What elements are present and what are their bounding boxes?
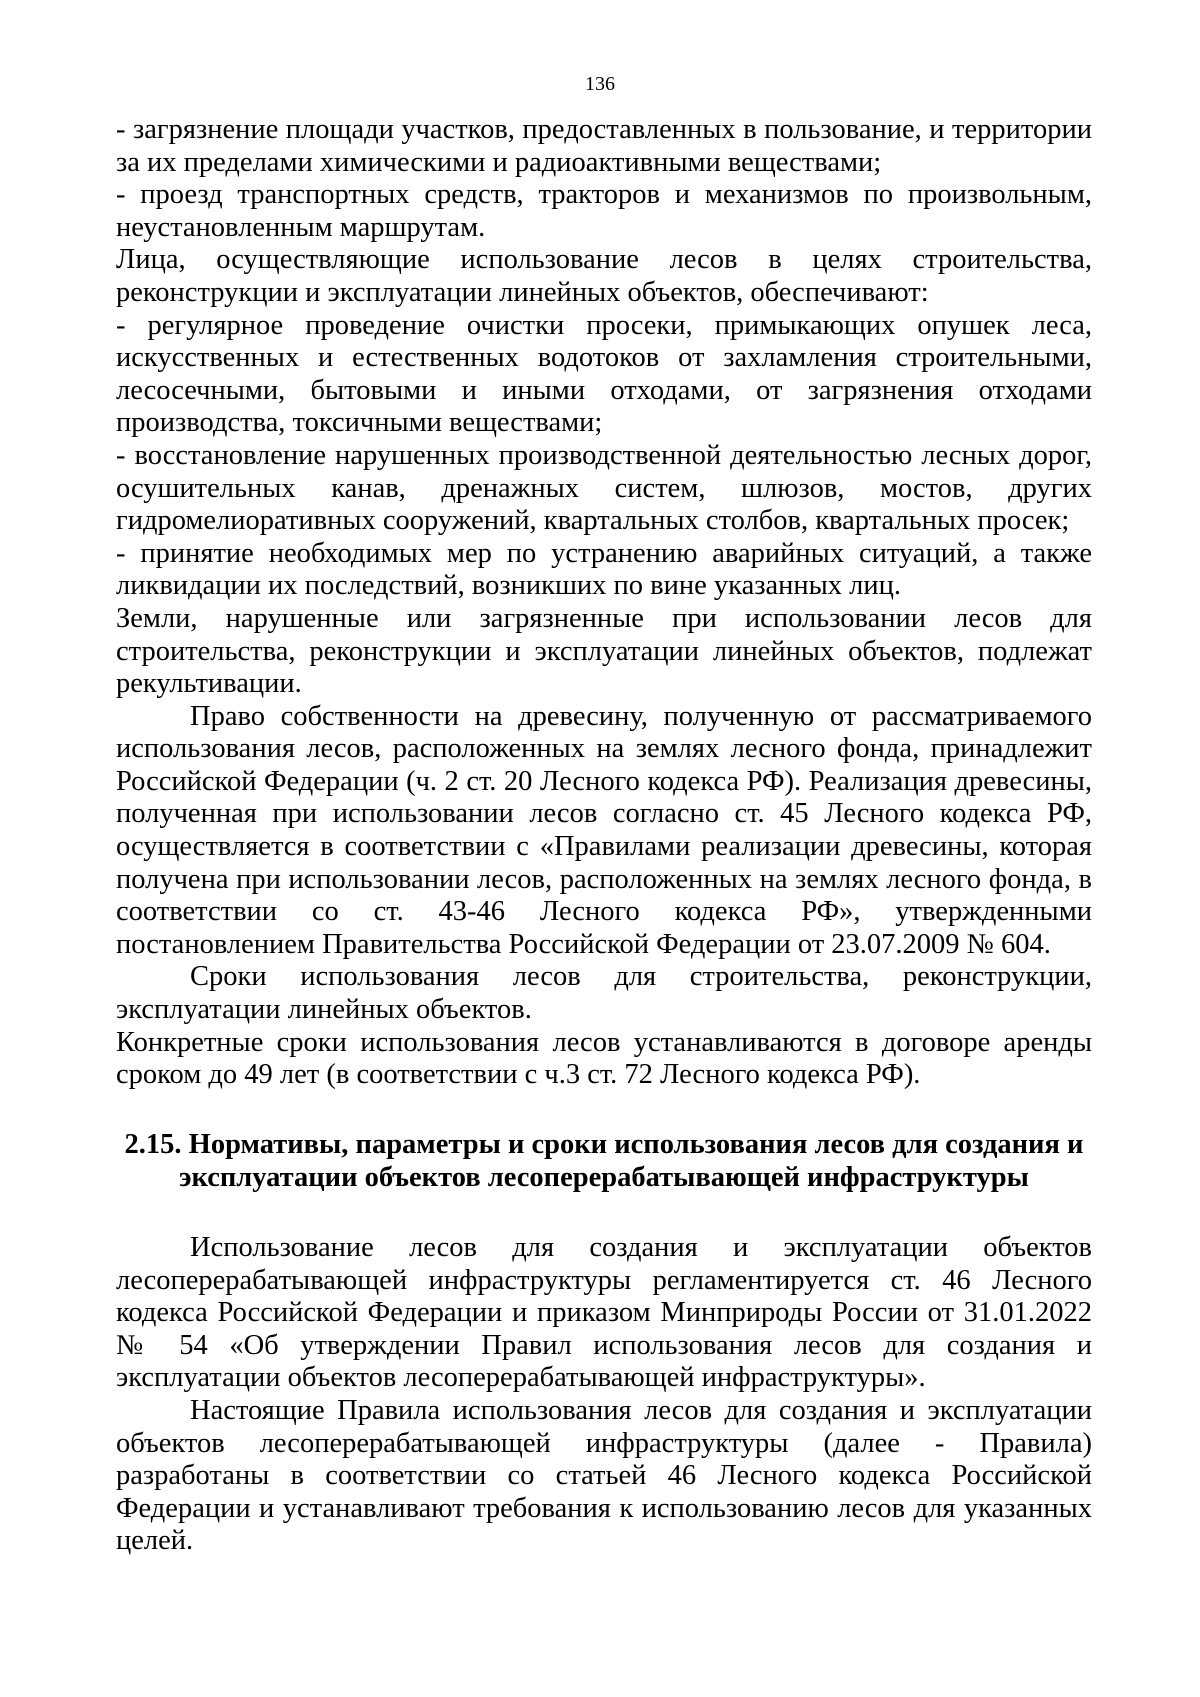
paragraph: Конкретные сроки использования лесов устанавливаются в договоре аренды сроком до 49 лет (в соответствии с ч.3 ст. 72 Лесного кодекса РФ). (116, 1026, 1092, 1091)
paragraph: Право собственности на древесину, полученную от рассматриваемого использования лесов, расположенных на землях лесного фонда, принадлежит Российской Федерации (ч. 2 ст. 20 Лесного кодекса РФ). Реализация древесины, полученная при использовании лесов согласно ст. 45 Лесного кодекса РФ, осуществляется в соответствии с «Правилами реализации древесины, которая получена при использовании лесов, расположенных на землях лесного фонда, в соответствии со ст. 43-46 Лесного кодекса РФ», утвержденными постановлением Правительства Российской Федерации от 23.07.2009 № 604. (116, 700, 1092, 960)
paragraph: - загрязнение площади участков, предоставленных в пользование, и территории за их пределами химическими и радиоактивными веществами; (116, 114, 1092, 178)
paragraph: - принятие необходимых мер по устранению аварийных ситуаций, а также ликвидации их последствий, возникших по вине указанных лиц. (116, 537, 1092, 602)
paragraph: Лица, осуществляющие использование лесов в целях строительства, реконструкции и эксплуатации линейных объектов, обеспечивают: (116, 244, 1092, 308)
paragraph: Сроки использования лесов для строительства, реконструкции, эксплуатации линейных объектов. (116, 961, 1092, 1026)
paragraph: Настоящие Правила использования лесов для создания и эксплуатации объектов лесоперерабатывающей инфраструктуры (далее - Правила) разработаны в соответствии со статьей 46 Лесного кодекса Российской Федерации и устанавливают требования к использованию лесов для указанных целей. (116, 1394, 1092, 1557)
page-number: 136 (585, 73, 615, 95)
section-heading: 2.15. Нормативы, параметры и сроки использования лесов для создания и эксплуатации объектов лесоперерабатывающей инфраструктуры (124, 1129, 1084, 1193)
paragraph: Использование лесов для создания и эксплуатации объектов лесоперерабатывающей инфраструктуры регламентируется ст. 46 Лесного кодекса Российской Федерации и приказом Минприроды России от 31.01.2022 № 54 «Об утверждении Правил использования лесов для создания и эксплуатации объектов лесоперерабатывающей инфраструктуры». (116, 1232, 1092, 1394)
paragraph: - регулярное проведение очистки просеки, примыкающих опушек леса, искусственных и естественных водотоков от захламления строительными, лесосечными, бытовыми и иными отходами, от загрязнения отходами производства, токсичными веществами; (116, 309, 1092, 439)
body-text-top (116, 114, 1092, 1092)
paragraph: - проезд транспортных средств, тракторов и механизмов по произвольным, неустановленным маршрутам. (116, 179, 1092, 243)
paragraph: - восстановление нарушенных производственной деятельностью лесных дорог, осушительных канав, дренажных систем, шлюзов, мостов, других гидромелиоративных сооружений, квартальных столбов, квартальных просек; (116, 439, 1092, 537)
body-text-bottom (116, 1232, 1092, 1558)
paragraph: Земли, нарушенные или загрязненные при использовании лесов для строительства, реконструкции и эксплуатации линейных объектов, подлежат рекультивации. (116, 602, 1092, 700)
